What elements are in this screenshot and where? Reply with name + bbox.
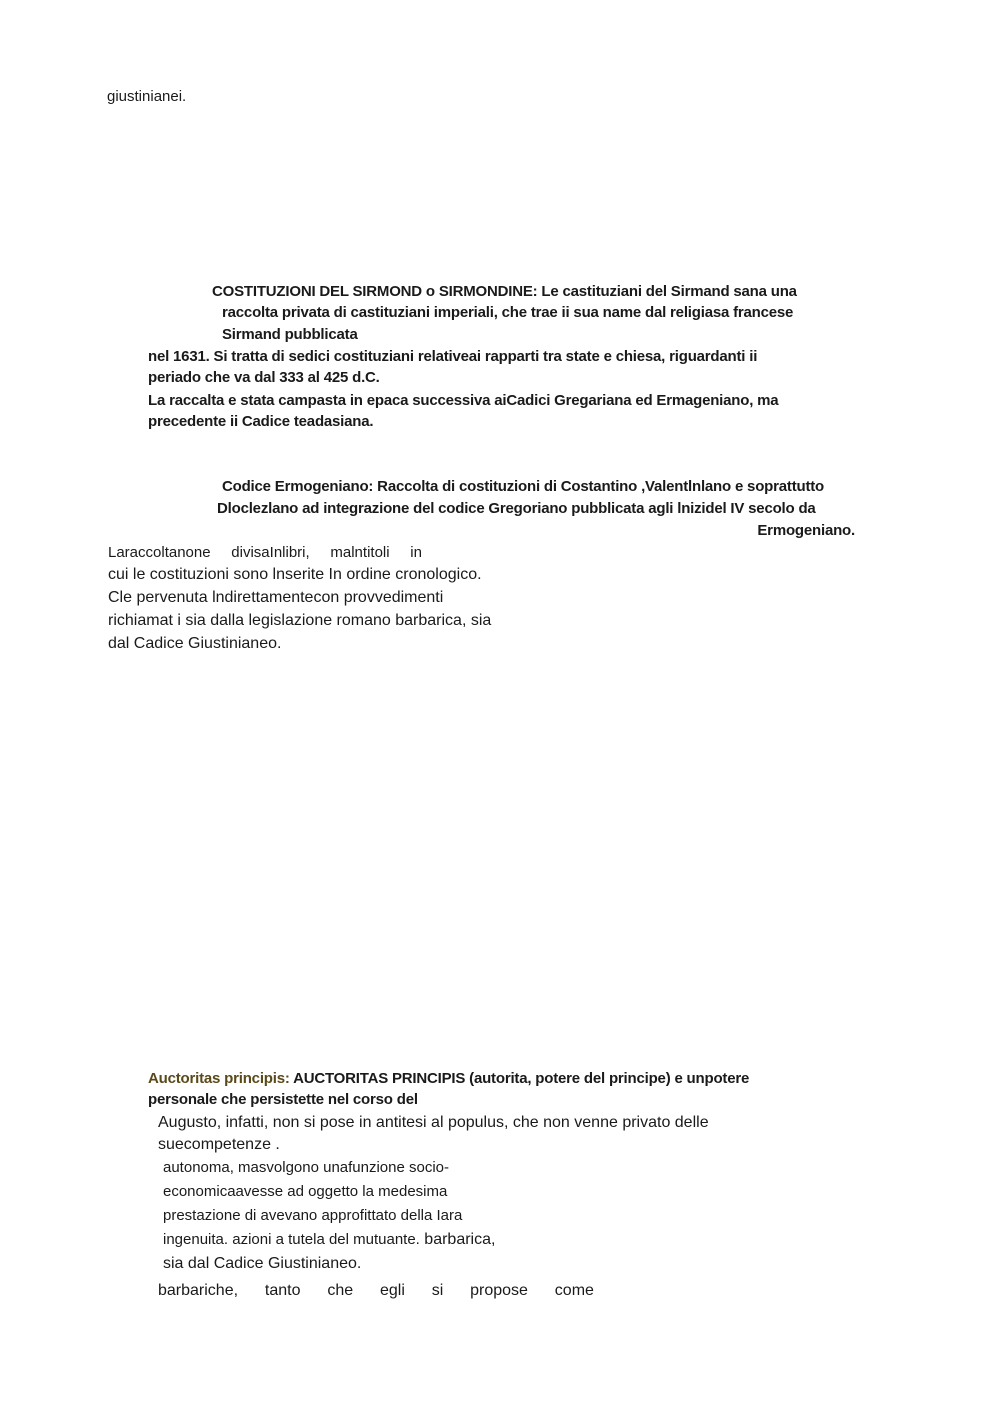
word: propose [470, 1282, 528, 1299]
sirmond-heading: COSTITUZIONI DEL SIRMOND o SIRMONDINE: [212, 283, 538, 300]
top-fragment: giustinianei. [107, 88, 187, 105]
auctoritas-line-5: autonoma, masvolgono unafunzione socio- [163, 1159, 450, 1176]
ermogeniano-line-3: Ermogeniano. [757, 522, 855, 539]
auctoritas-line-2: personale che persistette nel corso del [148, 1091, 418, 1108]
ermogeniano-line-1-text: Raccolta di costituzioni di Costantino ,Valentlnlano e soprattutto [373, 478, 825, 495]
sirmond-line-6: La raccalta e stata campasta in epaca successiva aiCadici Gregariana ed Ermageniano, ma [148, 392, 779, 409]
ermogeniano-heading: Codice Ermogeniano: [222, 478, 374, 495]
sirmond-line-1 [212, 284, 797, 299]
auctoritas-heading: Auctoritas principis: [148, 1070, 290, 1087]
word: che [327, 1282, 354, 1299]
ermogeniano-line-1 [222, 479, 824, 494]
word: divisaInlibri, [231, 544, 310, 561]
word: Laraccoltanone [108, 544, 211, 561]
sirmond-line-3: Sirmand pubblicata [222, 326, 358, 343]
word: malntitoli [330, 544, 390, 561]
auctoritas-line-1-text: AUCTORITAS PRINCIPIS (autorita, potere del principe) e unpotere [289, 1070, 750, 1087]
ermogeniano-body-3: Cle pervenuta lndirettamentecon provvedimenti [108, 589, 444, 606]
sirmond-line-4: nel 1631. Si tratta di sedici costituziani relativeai rapparti tra state e chiesa, riguardanti ii [148, 348, 758, 365]
auctoritas-line-8-text: ingenuita. azioni a tutela del mutuante. [163, 1231, 420, 1248]
auctoritas-line-7: prestazione di avevano approfittato della Iara [163, 1207, 463, 1224]
ermogeniano-body-4: richiamat i sia dalla legislazione romano barbarica, sia [108, 612, 492, 629]
auctoritas-line-8 [163, 1232, 495, 1248]
ermogeniano-body-5: dal Cadice Giustinianeo. [108, 635, 282, 652]
word: egli [379, 1282, 405, 1299]
auctoritas-line-9: sia dal Cadice Giustinianeo. [163, 1255, 362, 1272]
ermogeniano-body-2: cui le costituzioni sono lnserite In ordine cronologico. [108, 566, 482, 583]
ermogeniano-line-2: Dloclezlano ad integrazione del codice Gregoriano pubblicata agli lnizidel IV secolo da [217, 500, 816, 517]
auctoritas-line-10 [158, 1283, 594, 1299]
word: in [410, 544, 422, 561]
sirmond-line-1-text: Le castituziani del Sirmand sana una [537, 283, 797, 300]
auctoritas-line-6: economicaavesse ad oggetto la medesima [163, 1183, 448, 1200]
sirmond-line-7: precedente ii Cadice teadasiana. [148, 413, 374, 430]
word: tanto [264, 1282, 301, 1299]
word: si [431, 1282, 444, 1299]
word: barbariche, [158, 1282, 239, 1299]
auctoritas-line-4: suecompetenze . [158, 1136, 280, 1153]
ermogeniano-body-1 [108, 545, 422, 560]
sirmond-line-5: periado che va dal 333 al 425 d.C. [148, 369, 380, 386]
auctoritas-line-1 [148, 1071, 749, 1086]
sirmond-line-2: raccolta privata di castituziani imperiali, che trae ii sua name dal religiasa francese [222, 304, 794, 321]
auctoritas-line-3: Augusto, infatti, non si pose in antitesi al populus, che non venne privato delle [158, 1114, 709, 1131]
auctoritas-line-8-tail: barbarica, [419, 1231, 496, 1248]
word: come [554, 1282, 594, 1299]
